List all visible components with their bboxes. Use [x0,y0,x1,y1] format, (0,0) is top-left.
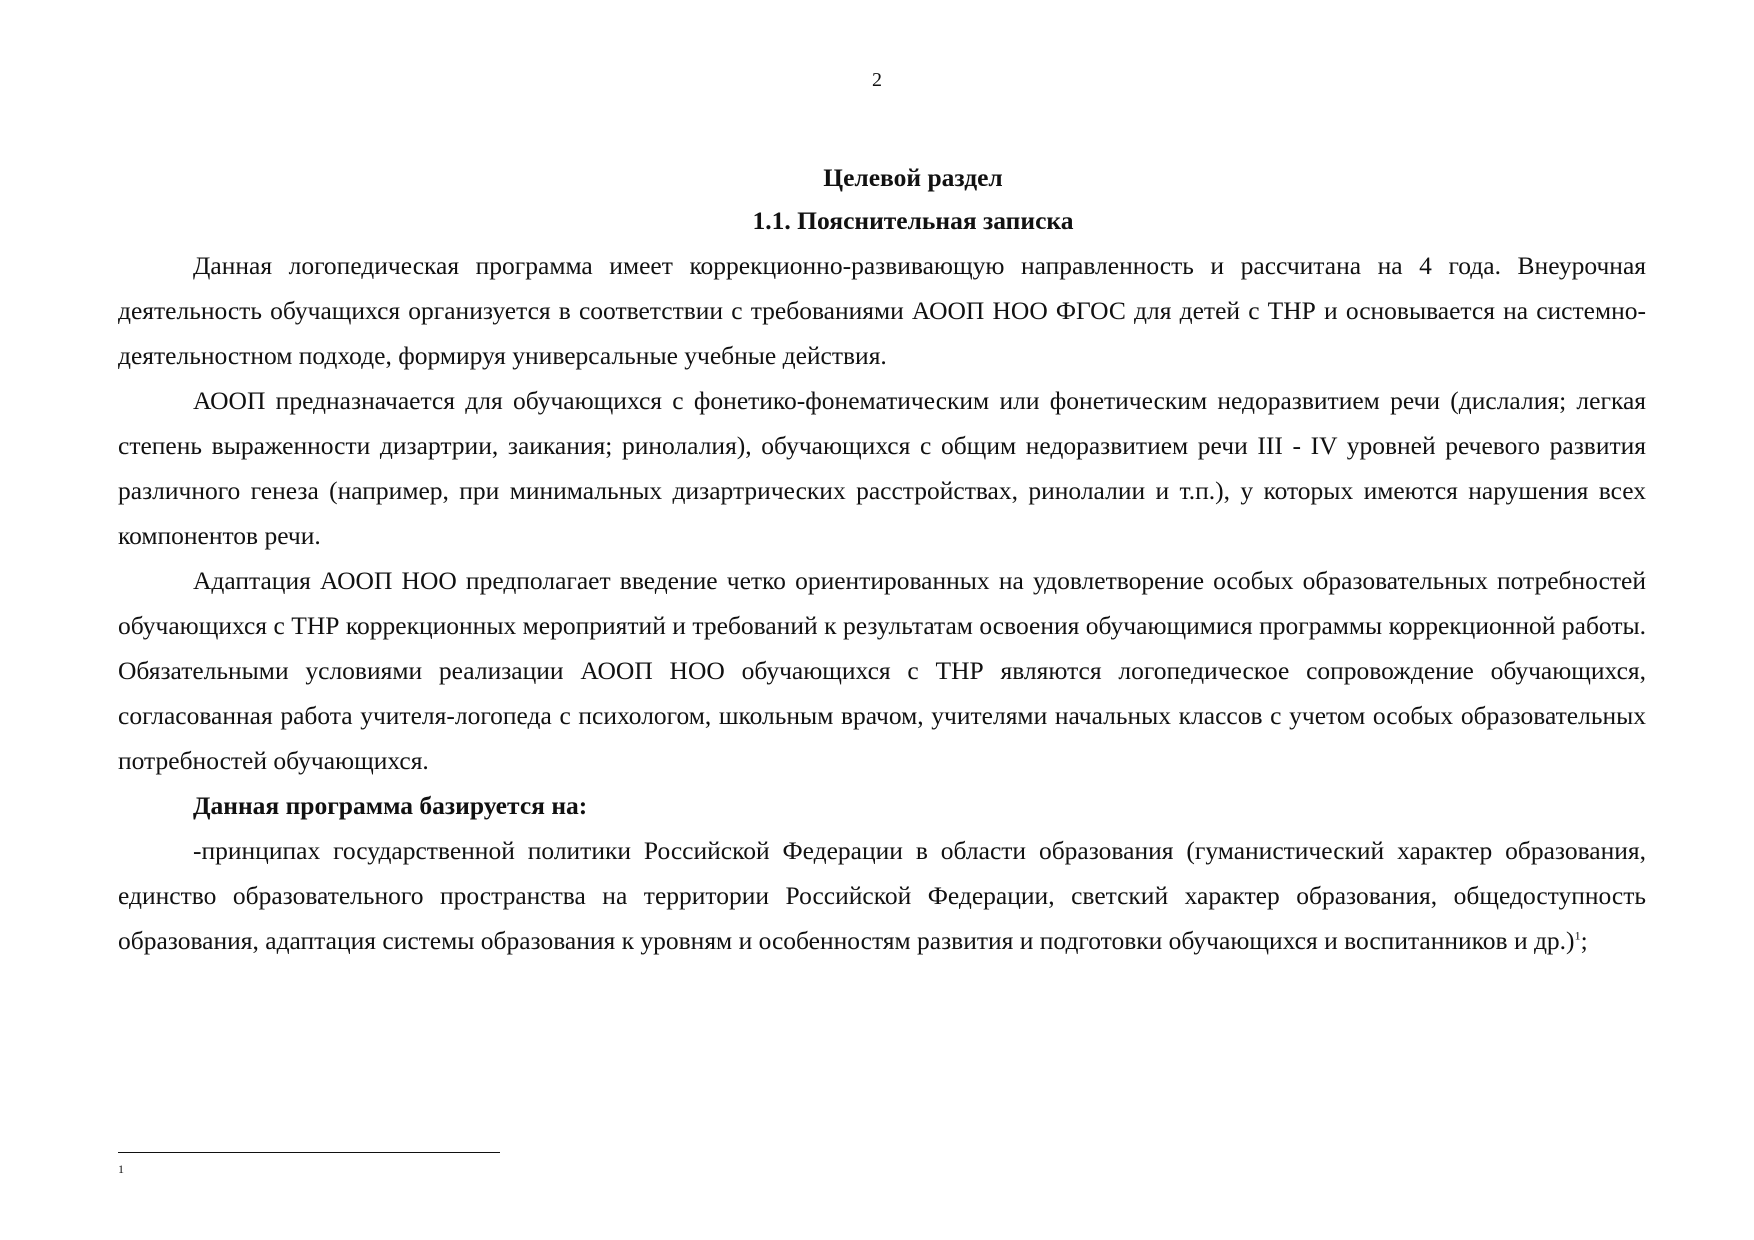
paragraph: Адаптация АООП НОО предполагает введение четко ориентированных на удовлетворение особых образовательных потребностей обучающихся с ТНР коррекционных мероприятий и требований к результатам освоения обучающимися программы коррекционной работы. Обязательными условиями реализации АООП НОО обучающихся с ТНР являются логопедическое сопровождение обучающихся, согласованная работа учителя-логопеда с психологом, школьным врачом, учителями начальных классов с учетом особых образовательных потребностей обучающихся. [118,566,1646,775]
basis-item-text: -принципах государственной политики Российской Федерации в области образования (гуманистический характер образования, единство образовательного пространства на территории Российской Федерации, светский характер образования, общедоступность образования, адаптация системы образования к уровням и особенностям развития и подготовки обучающихся и воспитанников и др.) [118,836,1646,955]
footnote-separator [118,1152,500,1153]
paragraph: АООП предназначается для обучающихся с фонетико-фонематическим или фонетическим недоразвитием речи (дислалия; легкая степень выраженности дизартрии, заикания; ринолалия), обучающихся с общим недоразвитием речи III - IV уровней речевого развития различного генеза (например, при минимальных дизартрических расстройствах, ринолалии и т.п.), у которых имеются нарушения всех компонентов речи. [118,386,1646,550]
document-body [118,155,1646,963]
basis-item-end: ; [1580,926,1588,955]
footnote-mark: 1 [118,1162,124,1176]
basis-heading: Данная программа базируется на: [193,791,588,820]
page-number: 2 [872,69,882,91]
section-subtitle: 1.1. Пояснительная записка [752,206,1074,235]
paragraph: Данная логопедическая программа имеет коррекционно-развивающую направленность и рассчитана на 4 года. Внеурочная деятельность обучащихся организуется в соответствии с требованиями АООП НОО ФГОС для детей с ТНР и основывается на системно-деятельностном подходе, формируя универсальные учебные действия. [118,251,1646,370]
footnote-reference[interactable]: 1 [1574,928,1581,943]
basis-item [118,828,1646,963]
section-title: Целевой раздел [823,163,1003,192]
